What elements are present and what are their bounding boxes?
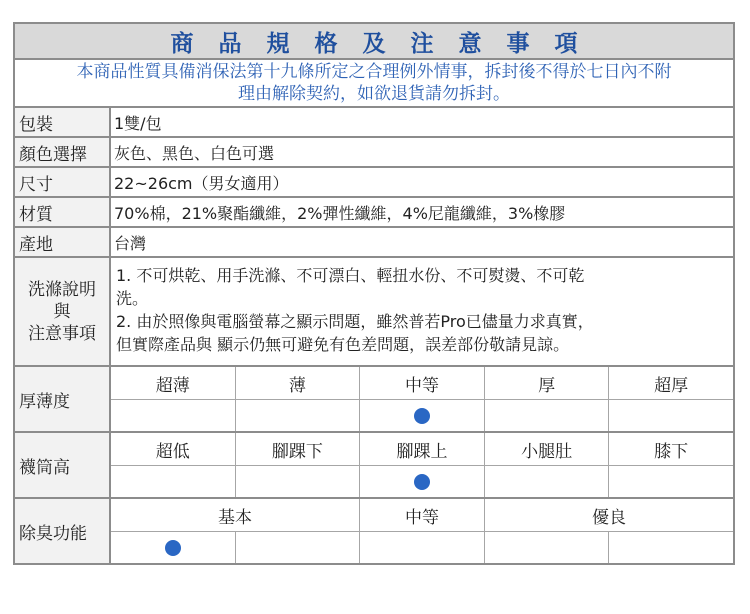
deodorant-option: 優良: [592, 507, 626, 528]
wash-label-line: 洗滌說明: [28, 279, 96, 300]
sock-height-section: [15, 433, 733, 499]
thickness-option: 中等: [360, 367, 485, 399]
spec-row-origin: [15, 228, 733, 258]
wash-label-line: 注意事項: [28, 323, 96, 344]
marker-cell: [111, 532, 236, 563]
sock-height-option: 腳踝上: [360, 433, 485, 465]
sock-height-option: 膝下: [654, 441, 689, 462]
spec-row-package: [15, 108, 733, 138]
selected-dot-icon: [414, 408, 430, 424]
selected-dot-icon: [414, 474, 430, 490]
spec-value: 台灣: [114, 233, 147, 253]
thickness-option: 超薄: [111, 367, 236, 399]
selected-dot-icon: [165, 540, 181, 556]
marker-cell: [236, 532, 361, 563]
wash-line: 洗。: [116, 289, 149, 308]
marker-cell: [609, 532, 733, 563]
marker-cell: [360, 400, 485, 431]
wash-label-line: 與: [53, 301, 71, 322]
thickness-option: 薄: [236, 367, 361, 399]
spec-label: 尺寸: [15, 168, 111, 196]
marker-cell: [111, 466, 236, 497]
wash-line: 但實際產品與 顯示仍無可避免有色差問題，誤差部份敬請見諒。: [116, 335, 570, 354]
spec-label: 包裝: [15, 108, 111, 136]
notice-line: 理由解除契約，如欲退貨請勿拆封。: [238, 84, 510, 104]
thickness-option: 厚: [485, 367, 610, 399]
sock-height-label: 襪筒高: [15, 433, 111, 497]
deodorant-label: 除臭功能: [15, 499, 111, 563]
wash-line: 1. 不可烘乾、用手洗滌、不可漂白、輕扭水份、不可熨燙、不可乾: [116, 266, 585, 285]
wash-instructions-row: [15, 258, 733, 367]
spec-row-material: [15, 198, 733, 228]
spec-value: 灰色、黑色、白色可選: [114, 143, 275, 163]
notice-line: 本商品性質具備消保法第十九條所定之合理例外情事，拆封後不得於七日內不附: [76, 62, 672, 82]
thickness-options-row: [111, 367, 733, 399]
marker-cell: [485, 400, 610, 431]
marker-cell: [111, 400, 236, 431]
spec-row-size: [15, 168, 733, 198]
deodorant-options-row: [111, 499, 733, 531]
deodorant-marker-row: [111, 531, 733, 563]
spec-sheet: [13, 22, 735, 565]
spec-value: 1雙/包: [114, 113, 162, 133]
spec-value: 70%棉，21%聚酯纖維，2%彈性纖維，4%尼龍纖維，3%橡膠: [114, 203, 566, 223]
deodorant-section: [15, 499, 733, 563]
marker-cell: [609, 400, 733, 431]
thickness-marker-row: [111, 399, 733, 431]
marker-cell: [236, 466, 361, 497]
thickness-label: 厚薄度: [15, 367, 111, 431]
sock-height-options-row: [111, 433, 733, 465]
marker-cell: [236, 400, 361, 431]
spec-row-color: [15, 138, 733, 168]
spec-value: 22~26cm（男女適用）: [114, 173, 289, 193]
sock-height-option: 小腿肚: [485, 433, 610, 465]
spec-label: 顏色選擇: [15, 138, 111, 166]
thickness-option: 超厚: [654, 375, 689, 396]
return-notice: [15, 60, 733, 108]
wash-line: 2. 由於照像與電腦螢幕之顯示問題，雖然普若Pro已儘量力求真實，: [116, 312, 594, 331]
spec-label: 產地: [15, 228, 111, 256]
marker-cell: [485, 532, 610, 563]
marker-cell: [485, 466, 610, 497]
thickness-section: [15, 367, 733, 433]
marker-cell: [609, 466, 733, 497]
deodorant-option: 基本: [111, 499, 360, 531]
spec-label: 材質: [15, 198, 111, 226]
sock-height-option: 腳踝下: [236, 433, 361, 465]
sheet-title: 商品規格及注意事項: [15, 24, 733, 60]
sock-height-option: 超低: [111, 433, 236, 465]
wash-text: [111, 258, 733, 365]
deodorant-option: 中等: [360, 499, 485, 531]
marker-cell: [360, 466, 485, 497]
sock-height-marker-row: [111, 465, 733, 497]
wash-label: [15, 258, 111, 365]
marker-cell: [360, 532, 485, 563]
